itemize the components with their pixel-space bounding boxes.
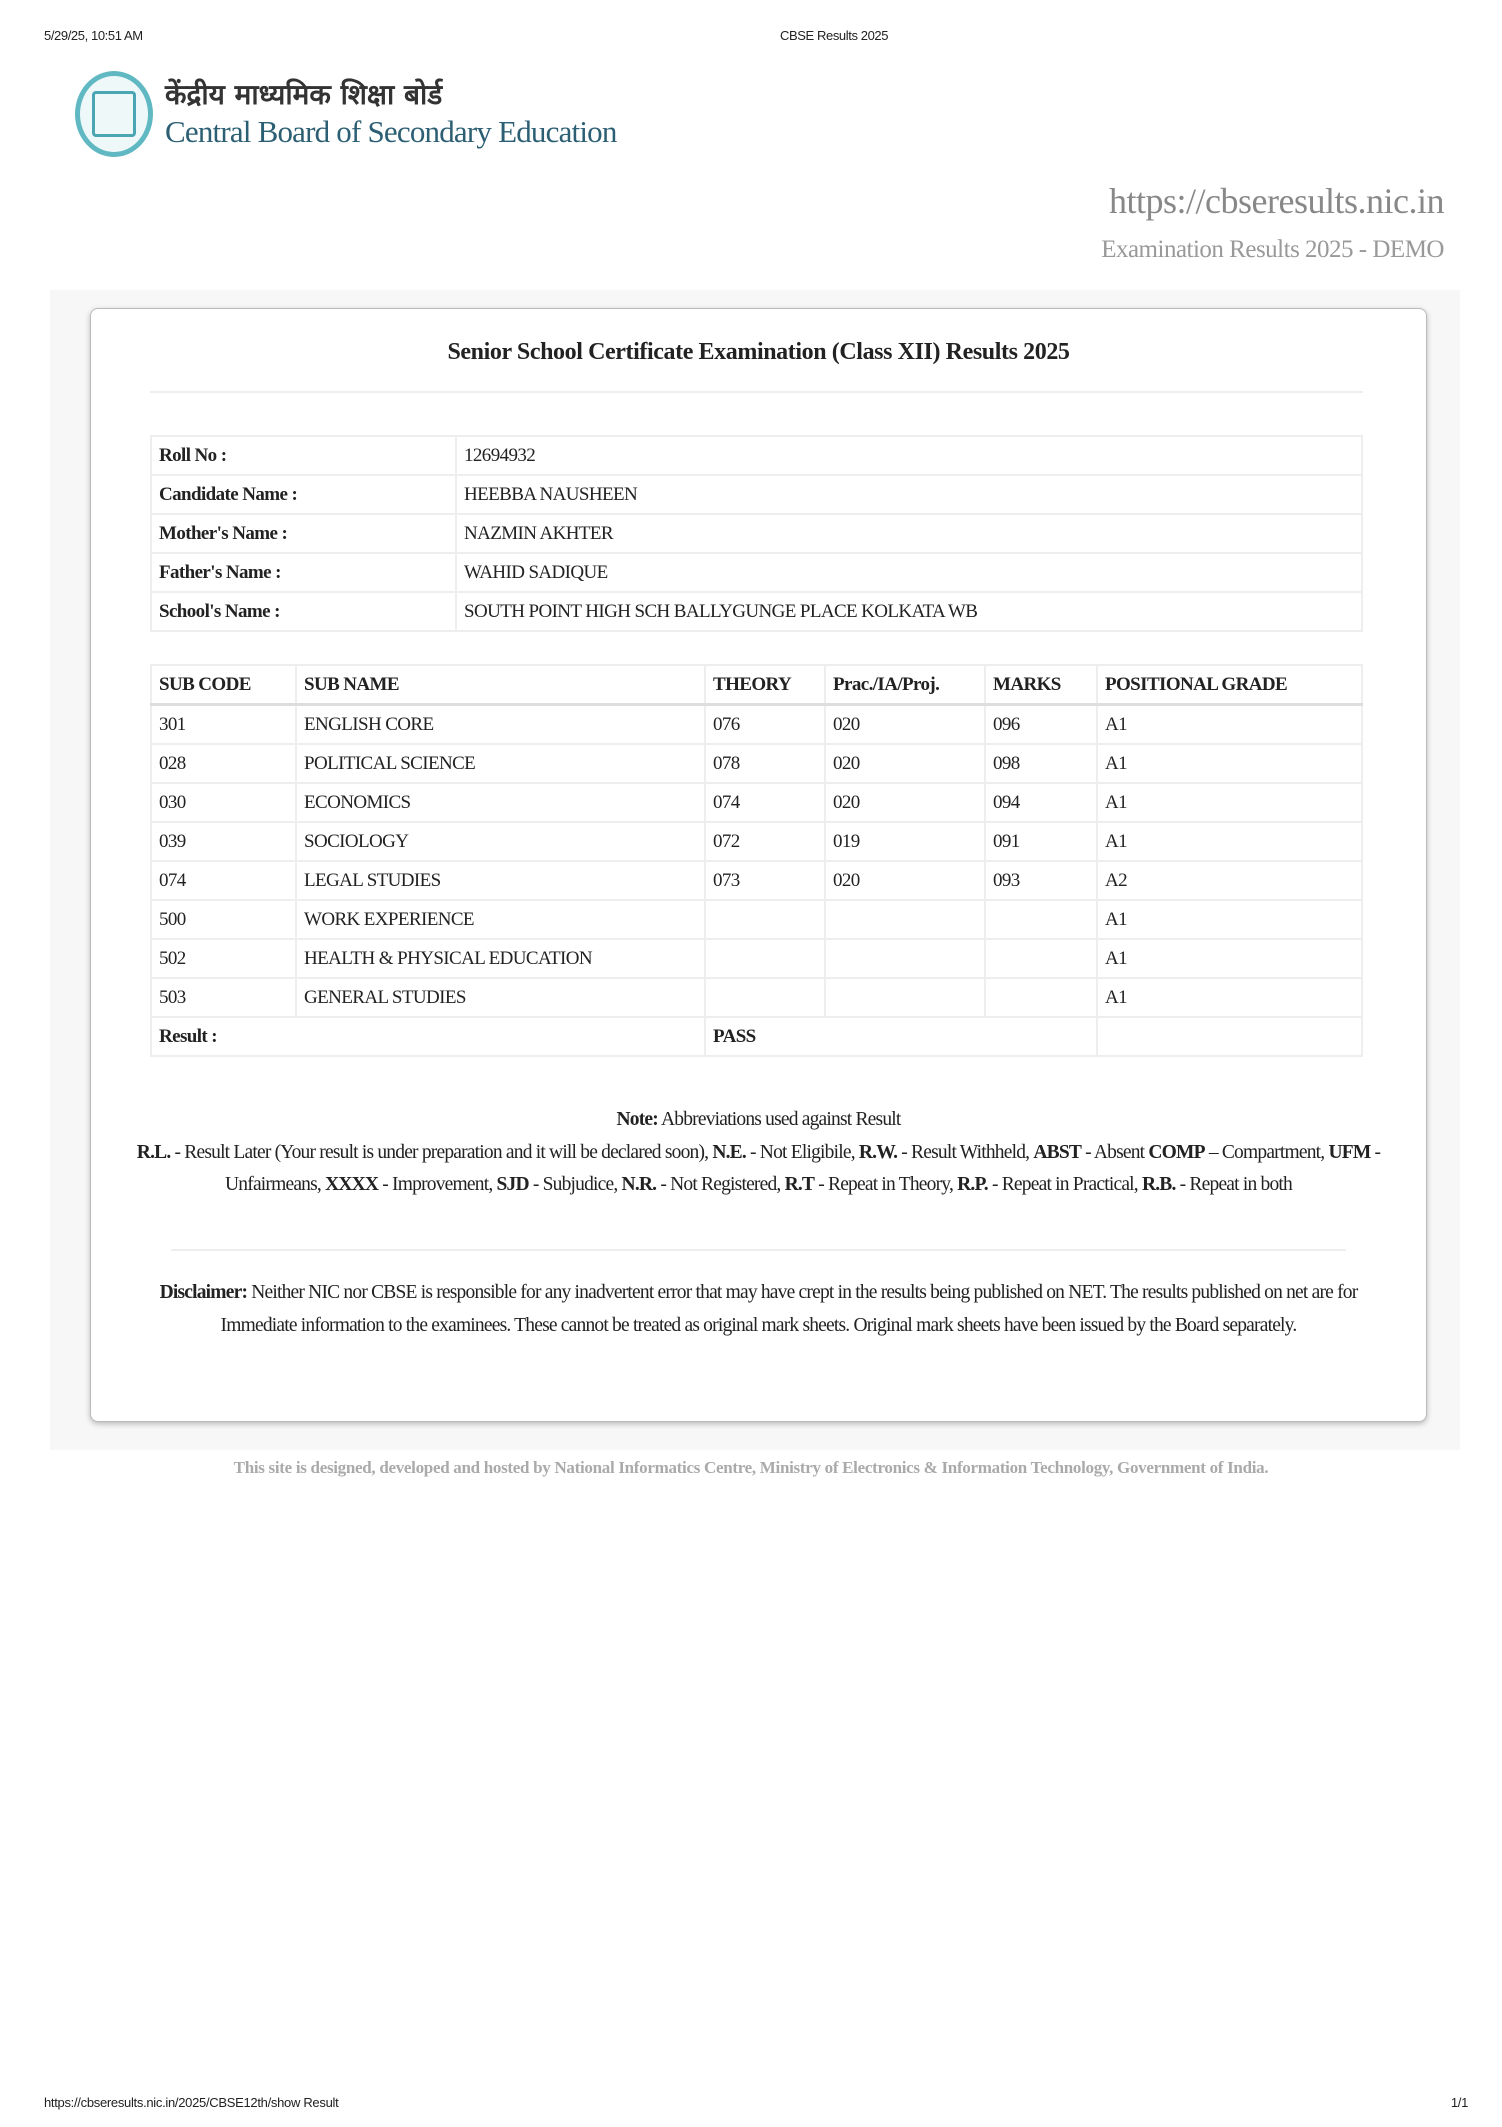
site-subtitle: Examination Results 2025 - DEMO <box>1101 236 1444 263</box>
divider <box>171 1249 1346 1251</box>
table-row <box>151 822 1362 861</box>
table-cell <box>825 900 985 939</box>
table-cell: 096 <box>985 705 1097 745</box>
table-row <box>151 978 1362 1017</box>
abbreviation-code: R.L. <box>136 1141 171 1163</box>
table-cell: 019 <box>825 822 985 861</box>
site-url: https://cbseresults.nic.in <box>1109 181 1444 221</box>
table-row <box>151 939 1362 978</box>
table-cell: 072 <box>705 822 825 861</box>
info-value: HEEBBA NAUSHEEN <box>456 475 1362 514</box>
info-row <box>151 475 1362 514</box>
info-value: WAHID SADIQUE <box>456 553 1362 592</box>
table-cell: 020 <box>825 783 985 822</box>
table-cell: 020 <box>825 861 985 900</box>
abbreviation-code: UFM <box>1328 1141 1371 1163</box>
note-text: Abbreviations used against Result <box>657 1109 901 1130</box>
abbreviations-note <box>131 1104 1386 1202</box>
table-cell: 076 <box>705 705 825 745</box>
info-value: SOUTH POINT HIGH SCH BALLYGUNGE PLACE KOLKATA WB <box>456 592 1362 631</box>
print-footer-url: https://cbseresults.nic.in/2025/CBSE12th/show Result <box>44 2095 339 2110</box>
result-row <box>151 1017 1362 1056</box>
table-cell <box>825 978 985 1017</box>
table-cell: 028 <box>151 744 296 783</box>
table-cell: POLITICAL SCIENCE <box>296 744 705 783</box>
table-cell: SOCIOLOGY <box>296 822 705 861</box>
print-datetime: 5/29/25, 10:51 AM <box>44 28 143 43</box>
column-header: POSITIONAL GRADE <box>1097 665 1362 705</box>
table-cell: GENERAL STUDIES <box>296 978 705 1017</box>
info-row <box>151 436 1362 475</box>
abbreviation-desc: - Improvement, <box>378 1174 497 1195</box>
table-cell: WORK EXPERIENCE <box>296 900 705 939</box>
table-cell: A2 <box>1097 861 1362 900</box>
abbreviation-desc: - Subjudice, <box>528 1174 622 1195</box>
table-row <box>151 900 1362 939</box>
abbreviation-desc: - Repeat in Practical, <box>987 1174 1142 1195</box>
abbreviation-code: R.T <box>784 1174 815 1195</box>
info-label: Father's Name : <box>151 553 456 592</box>
table-cell: 301 <box>151 705 296 745</box>
table-cell: HEALTH & PHYSICAL EDUCATION <box>296 939 705 978</box>
disclaimer-label: Disclaimer: <box>159 1282 248 1303</box>
table-row <box>151 783 1362 822</box>
abbreviation-desc: - Unfairmeans, <box>225 1141 1381 1195</box>
table-cell: ENGLISH CORE <box>296 705 705 745</box>
info-value: 12694932 <box>456 436 1362 475</box>
table-cell: A1 <box>1097 978 1362 1017</box>
abbreviation-desc: - Not Eligibile, <box>745 1141 859 1163</box>
abbreviation-desc: - Result Later (Your result is under preparation and it will be declared soon), <box>170 1141 713 1163</box>
column-header: Prac./IA/Proj. <box>825 665 985 705</box>
abbreviation-desc: – Compartment, <box>1204 1141 1329 1163</box>
note-label: Note: <box>616 1109 658 1130</box>
info-value: NAZMIN AKHTER <box>456 514 1362 553</box>
abbreviation-code: N.R. <box>621 1174 657 1195</box>
result-value: PASS <box>705 1017 1097 1056</box>
abbreviation-desc: - Repeat in Theory, <box>814 1174 958 1195</box>
table-cell: 020 <box>825 705 985 745</box>
abbreviation-code: XXXX <box>325 1174 379 1195</box>
abbreviation-desc: - Not Registered, <box>656 1174 785 1195</box>
print-page-number: 1/1 <box>1450 2095 1468 2110</box>
logo-english-text: Central Board of Secondary Education <box>165 114 617 149</box>
result-title: Senior School Certificate Examination (Class XII) Results 2025 <box>447 339 1070 365</box>
table-cell: A1 <box>1097 705 1362 745</box>
info-label: School's Name : <box>151 592 456 631</box>
abbreviation-code: ABST <box>1033 1141 1082 1163</box>
abbreviation-code: SJD <box>496 1174 529 1195</box>
cbse-logo <box>75 68 675 160</box>
table-cell <box>705 900 825 939</box>
table-cell: 098 <box>985 744 1097 783</box>
table-cell <box>985 900 1097 939</box>
abbreviation-code: R.P. <box>957 1174 988 1195</box>
abbreviation-desc: - Result Withheld, <box>897 1141 1034 1163</box>
table-cell: 503 <box>151 978 296 1017</box>
site-footer: This site is designed, developed and hosted by National Informatics Centre, Ministry of Electronics & Information Technology, Government of India. <box>233 1458 1269 1477</box>
disclaimer <box>151 1277 1366 1342</box>
info-label: Roll No : <box>151 436 456 475</box>
table-cell: 030 <box>151 783 296 822</box>
table-cell: 039 <box>151 822 296 861</box>
column-header: MARKS <box>985 665 1097 705</box>
disclaimer-text: Neither NIC nor CBSE is responsible for any inadvertent error that may have crept in the results being published on NET. The results published on net are for Immediate information to the examinees. These cannot be treated as original mark sheets. Original mark sheets have been issued by the Board separately. <box>220 1282 1358 1336</box>
print-title: CBSE Results 2025 <box>780 28 889 43</box>
marks-table <box>150 664 1363 1057</box>
table-cell: 074 <box>705 783 825 822</box>
abbreviation-code: COMP <box>1148 1141 1205 1163</box>
column-header: THEORY <box>705 665 825 705</box>
info-label: Mother's Name : <box>151 514 456 553</box>
result-label: Result : <box>151 1017 705 1056</box>
abbreviation-code: R.B. <box>1141 1174 1176 1195</box>
column-header: SUB CODE <box>151 665 296 705</box>
table-cell: 093 <box>985 861 1097 900</box>
abbreviation-desc: - Repeat in both <box>1175 1174 1292 1195</box>
table-cell: A1 <box>1097 939 1362 978</box>
table-cell: A1 <box>1097 744 1362 783</box>
table-cell: 020 <box>825 744 985 783</box>
table-cell: ECONOMICS <box>296 783 705 822</box>
table-cell <box>825 939 985 978</box>
abbreviation-code: N.E. <box>712 1141 746 1163</box>
table-cell: A1 <box>1097 900 1362 939</box>
abbreviation-desc: - Absent <box>1081 1141 1149 1163</box>
table-row <box>151 861 1362 900</box>
logo-hindi-text: केंद्रीय माध्यमिक शिक्षा बोर्ड <box>165 78 443 111</box>
table-cell <box>705 978 825 1017</box>
table-cell: 078 <box>705 744 825 783</box>
table-cell: 091 <box>985 822 1097 861</box>
cbse-emblem-icon <box>75 71 153 157</box>
table-cell <box>985 939 1097 978</box>
result-card <box>90 308 1427 1422</box>
info-row <box>151 592 1362 631</box>
table-cell: 094 <box>985 783 1097 822</box>
table-cell <box>985 978 1097 1017</box>
table-cell: 074 <box>151 861 296 900</box>
info-row <box>151 553 1362 592</box>
column-header: SUB NAME <box>296 665 705 705</box>
table-cell: A1 <box>1097 822 1362 861</box>
divider <box>150 391 1363 393</box>
result-empty-cell <box>1097 1017 1362 1056</box>
table-cell <box>705 939 825 978</box>
info-label: Candidate Name : <box>151 475 456 514</box>
table-cell: LEGAL STUDIES <box>296 861 705 900</box>
table-row <box>151 744 1362 783</box>
candidate-info-table <box>150 435 1363 632</box>
table-cell: 500 <box>151 900 296 939</box>
table-cell: A1 <box>1097 783 1362 822</box>
info-row <box>151 514 1362 553</box>
abbreviation-code: R.W. <box>858 1141 898 1163</box>
table-row <box>151 705 1362 745</box>
table-cell: 502 <box>151 939 296 978</box>
table-cell: 073 <box>705 861 825 900</box>
